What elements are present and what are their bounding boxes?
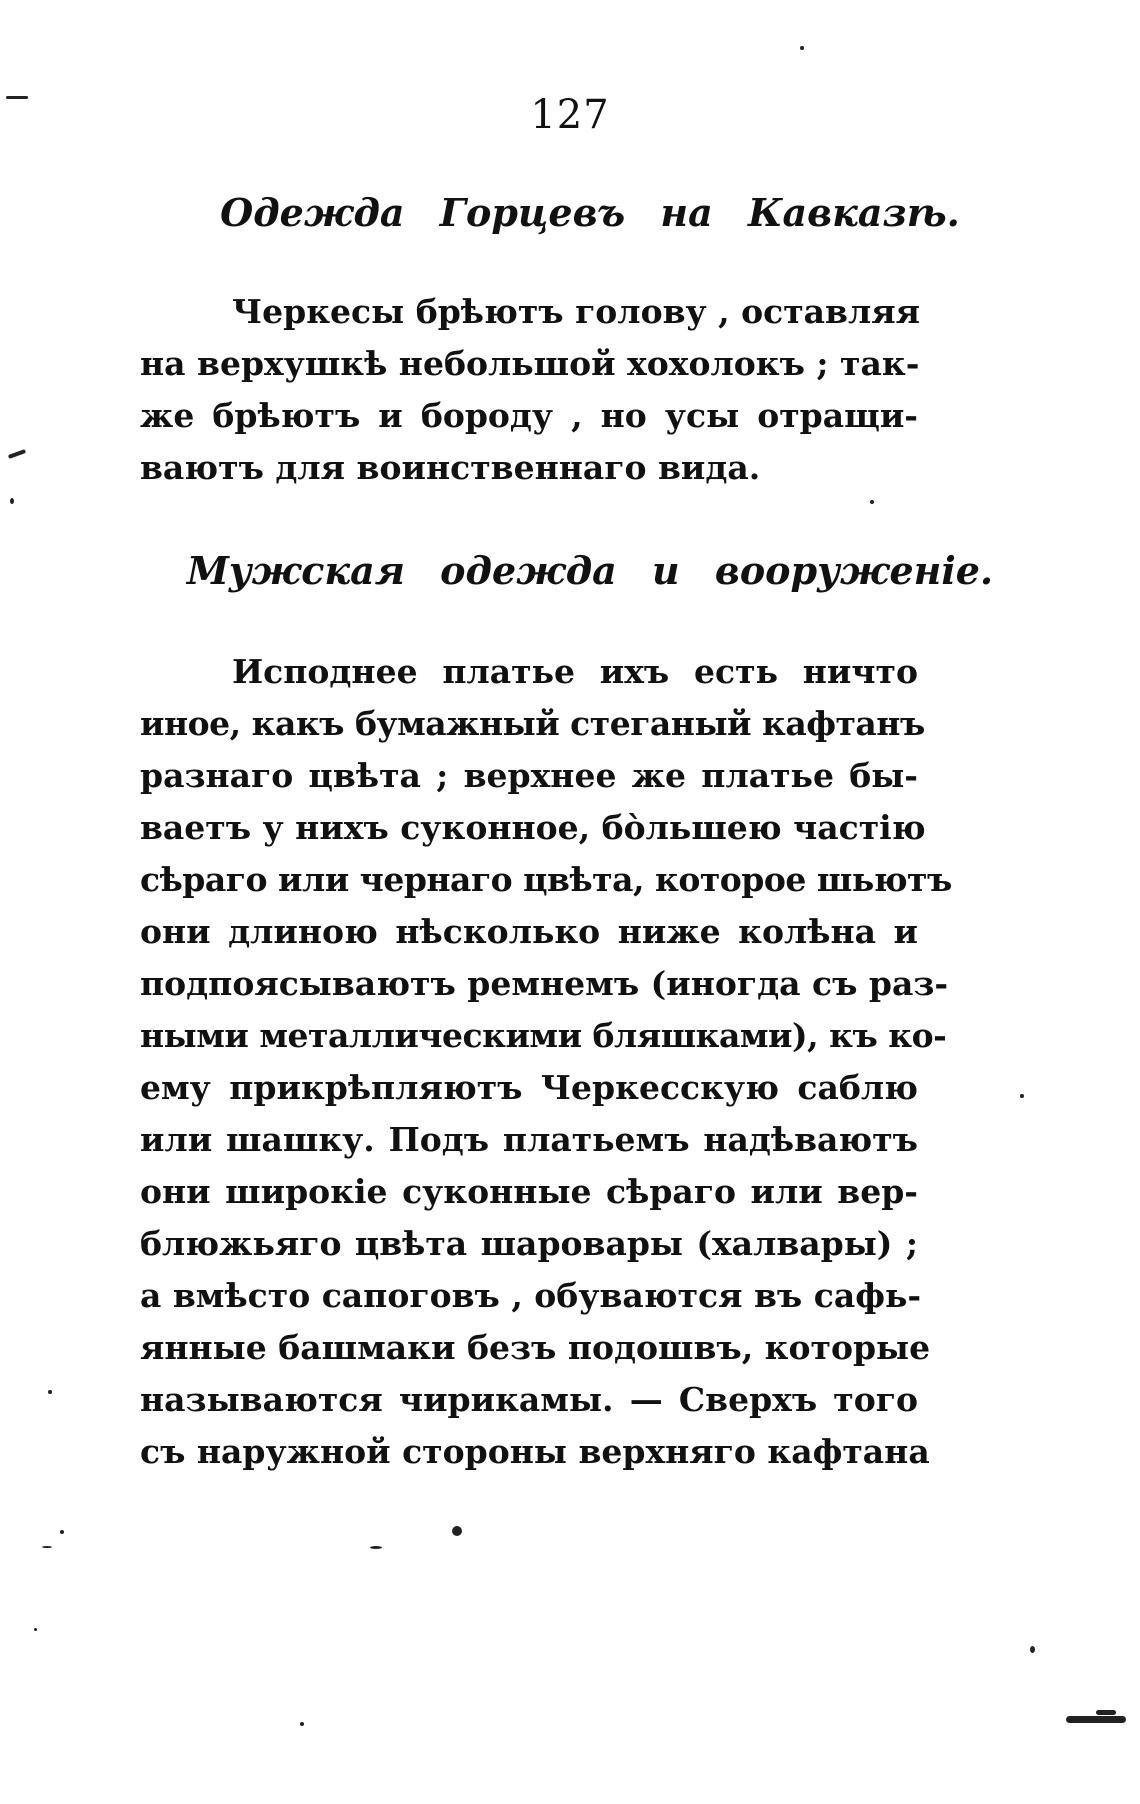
text-line: разнаго цвѣта ; верхнее же платье бы- bbox=[140, 756, 918, 795]
text-line: Черкесы брѣютъ голову , оставляя bbox=[232, 292, 920, 331]
text-line: они длиною нѣсколько ниже колѣна и bbox=[140, 912, 918, 951]
scan-speck bbox=[6, 96, 28, 99]
text-line: а вмѣсто сапоговъ , обуваются въ сафь- bbox=[140, 1276, 922, 1315]
text-line: называются чирикамы. — Сверхъ того bbox=[140, 1380, 918, 1419]
section-heading-clothing: Одежда Горцевъ на Кавказѣ. bbox=[220, 190, 960, 235]
text-line: ваетъ у нихъ суконное, бо̀льшею частію bbox=[140, 808, 926, 847]
scan-speck bbox=[34, 1628, 37, 1631]
section-heading-mens-clothing: Мужская одежда и вооруженіе. bbox=[186, 548, 994, 593]
scan-speck bbox=[1096, 1710, 1116, 1715]
text-line: иное, какъ бумажный стеганый кафтанъ bbox=[140, 704, 925, 743]
scan-speck bbox=[1030, 1646, 1035, 1653]
text-line: съ наружной стороны верхняго кафтана bbox=[140, 1432, 930, 1471]
text-line: они широкіе суконные сѣраго или вер- bbox=[140, 1172, 918, 1211]
text-line: же брѣютъ и бороду , но усы отращи- bbox=[140, 396, 918, 435]
scan-speck bbox=[48, 1390, 52, 1394]
scan-speck bbox=[42, 1546, 52, 1548]
scan-speck bbox=[1066, 1716, 1126, 1723]
text-line: на верхушкѣ небольшой хохолокъ ; так- bbox=[140, 344, 920, 383]
text-line: ваютъ для воинственнаго вида. bbox=[140, 448, 761, 487]
paragraph-mens-clothing bbox=[140, 646, 952, 1478]
text-line: сѣраго или чернаго цвѣта, которое шьютъ bbox=[140, 860, 952, 899]
text-line: янные башмаки безъ подошвъ, которые bbox=[140, 1328, 931, 1367]
scan-speck bbox=[870, 500, 874, 504]
page-number: 127 bbox=[530, 92, 610, 138]
scan-speck bbox=[800, 46, 804, 50]
text-line: подпоясываютъ ремнемъ (иногда съ раз- bbox=[140, 964, 949, 1003]
text-line: Исподнее платье ихъ есть ничто bbox=[232, 652, 918, 691]
scan-speck bbox=[452, 1526, 462, 1536]
scan-speck bbox=[8, 449, 26, 459]
scan-speck bbox=[300, 1722, 304, 1726]
text-line: блюжьяго цвѣта шаровары (халвары) ; bbox=[140, 1224, 918, 1263]
text-line: ными металлическими бляшками), къ ко- bbox=[140, 1016, 947, 1055]
text-line: или шашку. Подъ платьемъ надѣваютъ bbox=[140, 1120, 918, 1159]
scan-speck bbox=[60, 1530, 64, 1534]
paragraph-shaving bbox=[140, 286, 918, 494]
scan-speck bbox=[1020, 1094, 1024, 1098]
scan-speck bbox=[10, 498, 14, 504]
text-line: ему прикрѣпляютъ Черкесскую саблю bbox=[140, 1068, 918, 1107]
scan-speck bbox=[370, 1546, 382, 1549]
